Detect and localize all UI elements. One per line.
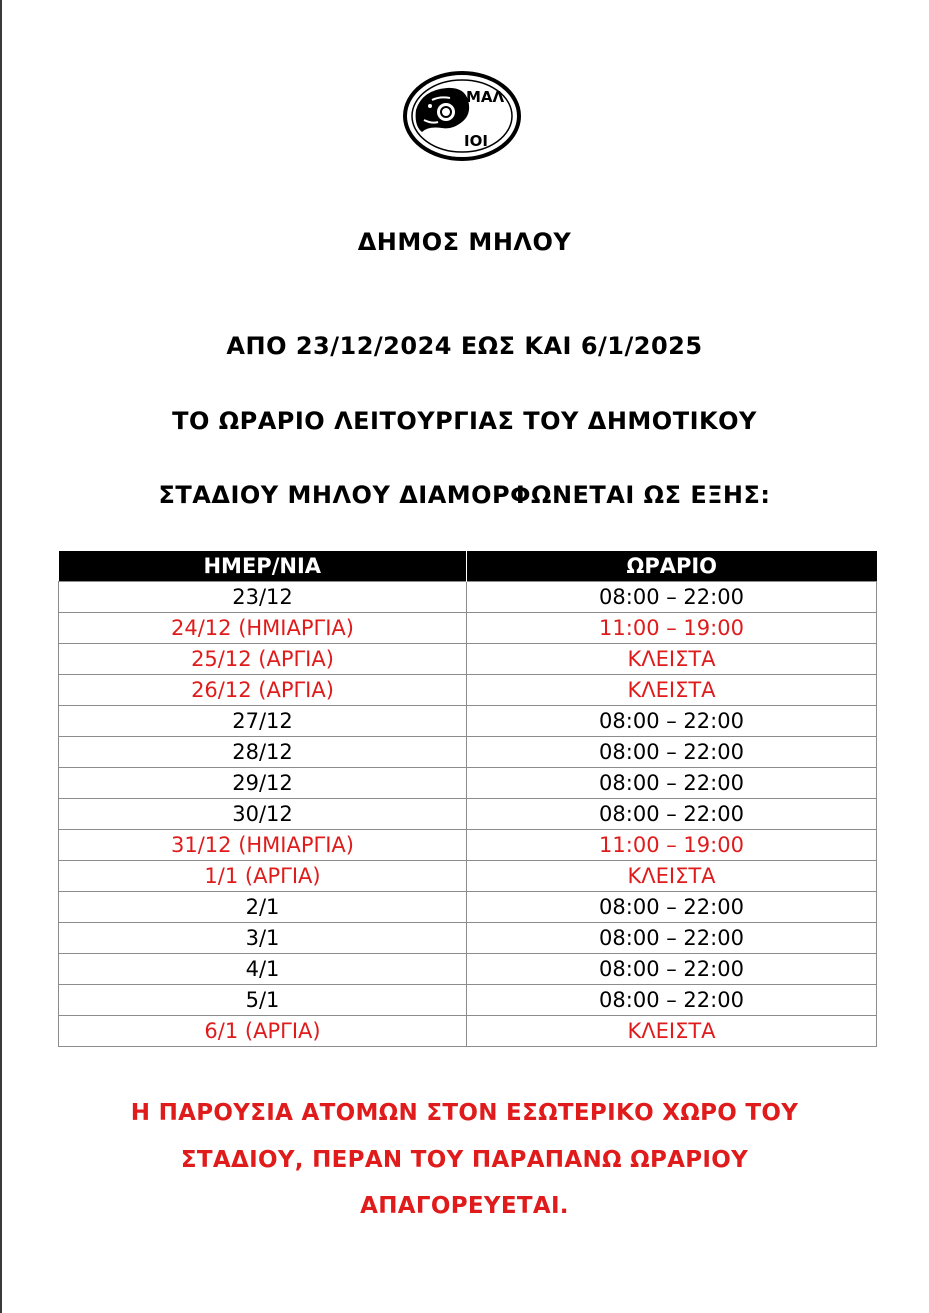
row-hours: 08:00 – 22:00 [467,954,877,985]
table-row [59,830,877,861]
row-hours: 08:00 – 22:00 [467,985,877,1016]
row-hours: 08:00 – 22:00 [467,923,877,954]
row-hours: 08:00 – 22:00 [467,799,877,830]
table-header-row [59,551,877,582]
row-hours: 11:00 – 19:00 [467,613,877,644]
row-hours: ΚΛΕΙΣΤΑ [467,675,877,706]
table-row [59,768,877,799]
row-hours: ΚΛΕΙΣΤΑ [467,861,877,892]
row-date: 31/12 (ΗΜΙΑΡΓΙΑ) [59,830,467,861]
table-row [59,675,877,706]
table-row [59,1016,877,1047]
table-row [59,737,877,768]
column-header-hours: ΩΡΑΡΙΟ [467,551,877,582]
logo-text-bottom: ΙΟΙ [464,132,488,150]
table-row [59,706,877,737]
logo-text-top: ΜΑΛ [466,88,505,106]
row-date: 3/1 [59,923,467,954]
row-date: 25/12 (ΑΡΓΙΑ) [59,644,467,675]
table-row [59,644,877,675]
row-date: 26/12 (ΑΡΓΙΑ) [59,675,467,706]
row-date: 29/12 [59,768,467,799]
row-date: 1/1 (ΑΡΓΙΑ) [59,861,467,892]
row-date: 28/12 [59,737,467,768]
table-row [59,861,877,892]
period-heading: ΑΠΟ 23/12/2024 ΕΩΣ ΚΑΙ 6/1/2025 [226,332,703,360]
intro-line-2: ΣΤΑΔΙΟΥ ΜΗΛΟΥ ΔΙΑΜΟΡΦΩΝΕΤΑΙ ΩΣ ΕΞΗΣ: [158,481,771,509]
row-hours: ΚΛΕΙΣΤΑ [467,1016,877,1047]
schedule-table [58,551,877,1047]
municipality-title: ΔΗΜΟΣ ΜΗΛΟΥ [357,228,572,256]
warning-line-3: ΑΠΑΓΟΡΕΥΕΤΑΙ. [360,1193,569,1219]
warning-line-2: ΣΤΑΔΙΟΥ, ΠΕΡΑΝ ΤΟΥ ΠΑΡΑΠΑΝΩ ΩΡΑΡΙΟΥ [180,1147,749,1173]
schedule-table-body [59,582,877,1047]
row-hours: 08:00 – 22:00 [467,737,877,768]
row-hours: 08:00 – 22:00 [467,582,877,613]
row-date: 5/1 [59,985,467,1016]
table-row [59,613,877,644]
row-hours: 08:00 – 22:00 [467,706,877,737]
row-date: 24/12 (ΗΜΙΑΡΓΙΑ) [59,613,467,644]
row-date: 30/12 [59,799,467,830]
intro-line-1: ΤΟ ΩΡΑΡΙΟ ΛΕΙΤΟΥΡΓΙΑΣ ΤΟΥ ΔΗΜΟΤΙΚΟΥ [172,407,757,435]
table-row [59,582,877,613]
row-hours: 08:00 – 22:00 [467,768,877,799]
row-hours: ΚΛΕΙΣΤΑ [467,644,877,675]
table-row [59,985,877,1016]
row-date: 6/1 (ΑΡΓΙΑ) [59,1016,467,1047]
column-header-date: ΗΜΕΡ/ΝΙΑ [59,551,467,582]
municipality-coin-logo [402,70,522,162]
table-row [59,799,877,830]
row-date: 23/12 [59,582,467,613]
warning-line-1: Η ΠΑΡΟΥΣΙΑ ΑΤΟΜΩΝ ΣΤΟΝ ΕΣΩΤΕΡΙΚΟ ΧΩΡΟ ΤΟΥ [130,1100,799,1126]
row-hours: 08:00 – 22:00 [467,892,877,923]
table-row [59,954,877,985]
row-date: 2/1 [59,892,467,923]
table-row [59,892,877,923]
row-date: 27/12 [59,706,467,737]
table-row [59,923,877,954]
row-date: 4/1 [59,954,467,985]
row-hours: 11:00 – 19:00 [467,830,877,861]
